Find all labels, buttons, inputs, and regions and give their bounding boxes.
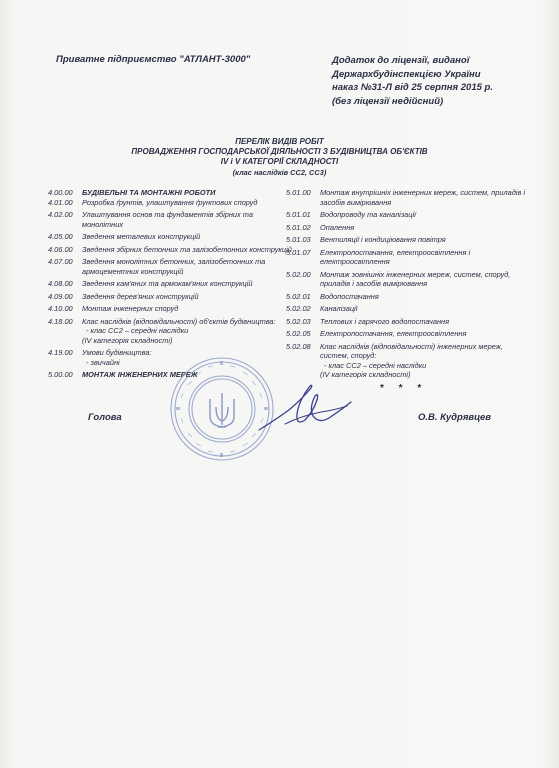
work-code: 4.18.00 <box>48 316 73 326</box>
work-title: Зведення металевих конструкцій <box>82 232 201 241</box>
addendum-line: Додаток до ліцензії, виданої <box>332 55 470 66</box>
company-name: Приватне підприємство "АТЛАНТ-3000" <box>56 54 251 65</box>
work-title: - клас СС2 – середні наслідки <box>324 360 427 370</box>
works-list-left <box>48 188 293 380</box>
work-title: Зведення дерев'яних конструкцій <box>82 291 199 301</box>
work-code: 5.00.00 <box>48 370 73 379</box>
addendum-line: (без ліцензії недійсний) <box>332 95 444 107</box>
list-item <box>48 336 293 346</box>
work-title: Електропостачання, електроосвітлення і електроосвітлення <box>320 247 471 266</box>
work-code: 4.09.00 <box>48 291 73 301</box>
list-item <box>286 223 526 233</box>
addendum-line: Держархбудінспекцією України <box>332 68 481 80</box>
work-title: Зведення монолітних бетонних, залізобетонних та армоцементних конструкцій <box>82 257 266 276</box>
list-item <box>286 270 526 289</box>
list-item <box>286 361 526 371</box>
work-title: Теплових і гарячого водопостачання <box>320 316 450 326</box>
work-code <box>286 361 320 371</box>
work-code: 4.07.00 <box>48 257 73 266</box>
signature-icon <box>255 380 355 440</box>
work-title: Клас наслідків (відповідальності) інженерних мереж, систем, споруд: <box>320 341 503 360</box>
document-title-line3: IV і V КАТЕГОРІЇ СКЛАДНОСТІ <box>220 157 339 166</box>
work-code: 5.02.01 <box>286 291 311 301</box>
work-code <box>48 336 82 346</box>
section-separator: * * * <box>380 383 428 394</box>
list-item <box>48 279 293 289</box>
document-title: ПЕРЕЛІК ВИДІВ РОБІТ <box>235 137 324 146</box>
list-item <box>48 210 293 229</box>
work-code: 5.02.02 <box>286 304 311 313</box>
work-code: 5.02.05 <box>286 329 311 338</box>
work-title: Каналізації <box>320 304 358 313</box>
work-code <box>48 326 82 336</box>
work-code: 4.06.00 <box>48 244 73 254</box>
work-code: 4.02.00 <box>48 210 73 219</box>
work-code: 5.01.02 <box>286 222 311 232</box>
works-list-right <box>286 188 526 380</box>
list-item <box>48 232 293 242</box>
work-code: 5.01.07 <box>286 247 311 257</box>
list-item <box>48 188 293 198</box>
list-item <box>286 248 526 267</box>
list-item <box>48 317 293 327</box>
signer-title: Голова <box>88 412 122 423</box>
work-code: 4.00.00 <box>48 188 73 197</box>
work-title: Опалення <box>320 222 355 232</box>
document-title-line4: (клас наслідків СС2, СС3) <box>232 168 327 177</box>
work-title: - звичайні <box>86 357 120 367</box>
list-item <box>286 210 526 220</box>
work-code: 5.01.01 <box>286 210 311 219</box>
work-title: Улаштування основ та фундаментів збірних та монолітних <box>82 210 253 229</box>
work-title: Розробка ґрунтів, улаштування ґрунтових споруд <box>82 197 258 207</box>
addendum-line: наказ №31-Л від 25 серпня 2015 р. <box>332 82 493 93</box>
list-item <box>48 257 293 276</box>
work-title: (IV категорія складності) <box>320 370 411 379</box>
work-title: Електропостачання, електроосвітлення <box>320 329 467 338</box>
work-title: Монтаж внутрішніх інженерних мереж, систем, приладів і засобів вимірювання <box>320 188 526 207</box>
list-item <box>286 292 526 302</box>
list-item <box>286 304 526 314</box>
work-code: 4.05.00 <box>48 232 73 241</box>
work-title: Зведення збірних бетонних та залізобетонних конструкцій <box>82 244 292 254</box>
work-code: 4.08.00 <box>48 279 73 288</box>
list-item <box>48 198 293 208</box>
work-code: 5.01.00 <box>286 188 311 197</box>
work-code <box>48 358 82 368</box>
document-title-line2: ПРОВАДЖЕННЯ ГОСПОДАРСЬКОЇ ДІЯЛЬНОСТІ З БУДІВНИЦТВА ОБ'ЄКТІВ <box>131 147 428 156</box>
work-title: Водопроводу та каналізації <box>320 210 416 219</box>
work-title: (IV категорія складності) <box>82 335 173 345</box>
work-code <box>286 370 320 380</box>
list-item <box>286 329 526 339</box>
work-title: - клас СС2 – середні наслідки <box>86 326 189 335</box>
work-title: Клас наслідків (відповідальності) об'єктів будівництва: <box>82 316 276 326</box>
work-title: БУДІВЕЛЬНІ ТА МОНТАЖНІ РОБОТИ <box>82 188 216 197</box>
list-item <box>48 245 293 255</box>
work-title: Вентиляції і кондиціювання повітря <box>320 235 446 244</box>
list-item <box>286 235 526 245</box>
work-code: 4.19.00 <box>48 348 73 357</box>
work-code: 5.02.00 <box>286 269 311 279</box>
list-item <box>48 326 293 336</box>
work-title: Монтаж інженерних споруд <box>82 304 179 313</box>
work-code: 4.01.00 <box>48 197 73 207</box>
list-item <box>286 370 526 380</box>
work-title: Водопостачання <box>320 291 379 301</box>
list-item <box>286 317 526 327</box>
work-title: Зведення кам'яних та армокам'яних конструкцій <box>82 279 253 288</box>
work-title: Умови будівництва: <box>82 348 152 357</box>
list-item <box>48 304 293 314</box>
work-code: 5.01.03 <box>286 235 311 244</box>
work-code: 5.02.03 <box>286 316 311 326</box>
list-item <box>48 292 293 302</box>
work-code: 5.02.08 <box>286 341 311 351</box>
license-addendum <box>332 54 552 108</box>
work-title: МОНТАЖ ІНЖЕНЕРНИХ МЕРЕЖ <box>82 370 198 379</box>
work-title: Монтаж зовнішніх інженерних мереж, систем, споруд, приладів і засобів вимірювання <box>320 269 511 288</box>
list-item <box>286 342 526 361</box>
signer-name: О.В. Кудрявцев <box>418 412 491 423</box>
list-item <box>286 188 526 207</box>
work-code: 4.10.00 <box>48 304 73 313</box>
